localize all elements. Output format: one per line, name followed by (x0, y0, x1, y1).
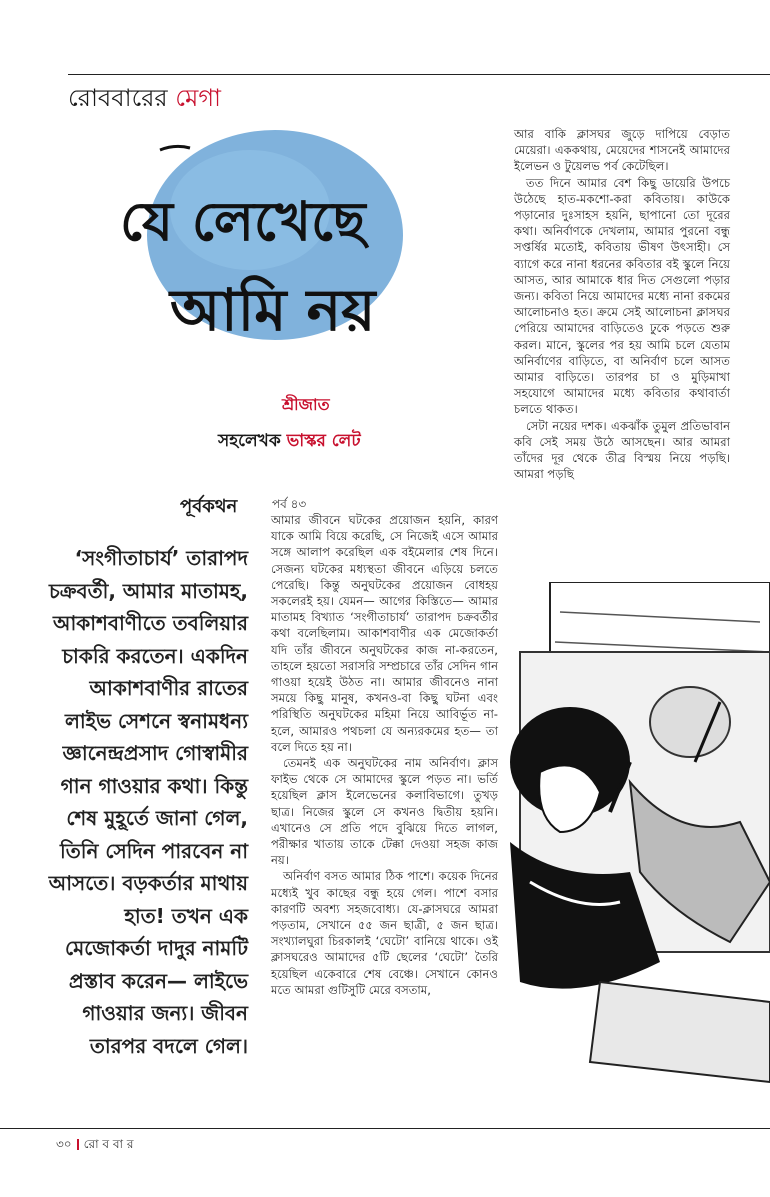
footer-rule (0, 1128, 770, 1129)
title-artwork (100, 130, 430, 390)
top-rule (68, 74, 770, 75)
paragraph: তেমনই এক অনুঘটকের নাম অনির্বাণ। ক্লাস ফাইভ থেকে সে আমাদের স্কুলে পড়ত না। ভর্তি হয়েছিল ক্লাস ইলেভেনের কলাবিভাগে। তুখড় ছাত্র। নিজের স্কুলে সে কখনও দ্বিতীয় হয়নি। এখানেও সে প্রতি পদে বুঝিয়ে দিতে লাগল, পরীক্ষার খাতায় তাকে টেক্কা দেওয়া সহজ কাজ নয়। (271, 756, 498, 868)
footer (56, 1136, 133, 1156)
header (68, 80, 221, 120)
pull-quote: ‘সংগীতাচার্য’ তারাপদ চক্রবর্তী, আমার মাতামহ, আকাশবাণীতে তবলিয়ার চাকরি করতেন। একদিন আকাশবাণীর রাতের লাইভ সেশনে স্বনামধন্য জ্ঞানেন্দ্রপ্রসাদ গোস্বামীর গান গাওয়ার কথা। কিন্তু শেষ মুহূর্তে জানা গেল, তিনি সেদিন পারবেন না আসতে। বড়কর্তার মাথায় হাত! তখন এক মেজোকর্তা দাদুর নামটি প্রস্তাব করেন— লাইভে গাওয়ার জন্য। জীবন তারপর বদলে গেল। (48, 546, 248, 1058)
paragraph: আমার জীবনে ঘটকের প্রয়োজন হয়নি, কারণ যাকে আমি বিয়ে করেছি, সে নিজেই এসে আমার সঙ্গে আলাপ করেছিল এক বইমেলার শেষ দিনে। সেজন্য ঘটকের মধ্যস্থতা জীবনে এড়িয়ে চলতে পেরেছি। কিন্তু অনুঘটকের প্রয়োজন বোধহয় সকলেরই হয়। যেমন— আগের কিস্তিতে— আমার মাতামহ বিখ্যাত ‘সংগীতাচার্য’ তারাপদ চক্রবর্তীর কথা বলেছিলাম। আকাশবাণীর এক মেজোকর্তা যদি তাঁর জীবনে অনুঘটকের কাজ না-করতেন, তাহলে হয়তো সরাসরি সম্প্রচারে তাঁর সেদিন গান গাওয়া হয়েই উঠত না। আমার জীবনেও নানা সময়ে কিছু মানুষ, কখনও-বা কিছু ঘটনা এবং পরিস্থিতি অনুঘটকের মহিমা নিয়ে আবির্ভূত না-হলে, আমারও পথচলা যে অন্যরকমের হত— তা বলে দিতে হয় না। (271, 513, 498, 754)
paragraph: অনির্বাণ বসত আমার ঠিক পাশে। কয়েক দিনের মধ্যেই খুব কাছের বন্ধু হয়ে গেল। পাশে বসার কারণটি অবশ্য সহজবোধ্য। যে-ক্লাসঘরে আমরা পড়তাম, সেখানে ৫৫ জন ছাত্রী, ৫ জন ছাত্র। সংখ্যালঘুরা চিরকালই ‘ঘেটো’ বানিয়ে থাকে। ওই ক্লাসঘরেও আমাদের ৫টি ছেলের ‘ঘেটো’ তৈরি হয়েছিল একেবারে শেষ বেঞ্চে। সেখানে কোনও মতে আমরা গুটিসুটি মেরে বসতাম, (271, 869, 498, 997)
title-line2: আমি নয় (170, 276, 376, 344)
paragraph: তত দিনে আমার বেশ কিছু ডায়েরি উপচে উঠেছে হাত-মকশো-করা কবিতায়। কাউকে পড়ানোর দুঃসাহস হয়নি, ছাপানো তো দূরের কথা। অনির্বাণকে দেখলাম, আমার পুরনো বন্ধু সপ্তর্ষির মতোই, কবিতায় ভীষণ উৎসাহী। সে ব্যাগে করে নানা ধরনের কবিতার বই স্কুলে নিয়ে আসত, আর আমাকে ধার দিত সেগুলো পড়ার জন্য। কবিতা নিয়ে আমাদের মধ্যে নানা রকমের আলোচনাও হত। ক্রমে সেই আলোচনা ক্লাসঘর পেরিয়ে আমাদের বাড়িতেও ঢুকে পড়তে শুরু করল। মানে, স্কুলের পর হয় আমি চলে যেতাম অনির্বাণের বাড়িতে, বা অনির্বাণ চলে আসত আমার বাড়িতে। তারপর চা ও মুড়িমাখা সহযোগে আমাদের মধ্যে কবিতার কথাবার্তা চলতে থাকত। (514, 175, 730, 417)
section-label: পূর্বকথন (180, 496, 238, 517)
title-line1: যে লেখেছে (120, 189, 366, 253)
body-column-2 (514, 126, 730, 482)
page-number: ৩০ (56, 1137, 72, 1151)
episode-number: পর্ব ৪৩ (272, 497, 307, 511)
coauthor-line (218, 428, 361, 456)
body-column-1 (271, 512, 498, 998)
coauthor-label: সহলেখক (218, 431, 281, 451)
header-highlight: মেগা (175, 84, 222, 112)
coauthor-name: ভাস্কর লেট (286, 431, 361, 451)
magazine-name: রো ব বা র (83, 1137, 134, 1151)
header-prefix: রোববারের (68, 84, 168, 112)
author-name: শ্রীজাত (282, 395, 330, 414)
paragraph: আর বাকি ক্লাসঘর জুড়ে দাপিয়ে বেড়াত মেয়েরা। এককথায়, মেয়েদের শাসনেই আমাদের ইলেভন ও টুয়েলভ পর্ব কেটেছিল। (514, 127, 730, 174)
paragraph: সেটা নয়ের দশক। একঝাঁক তুমুল প্রতিভাবান কবি সেই সময় উঠে আসছেন। আর আমরা তাঁদের দূর থেকে তীব্র বিস্ময় নিয়ে পড়ছি। আমরা পড়ছি (514, 418, 730, 482)
footer-divider (77, 1139, 79, 1150)
